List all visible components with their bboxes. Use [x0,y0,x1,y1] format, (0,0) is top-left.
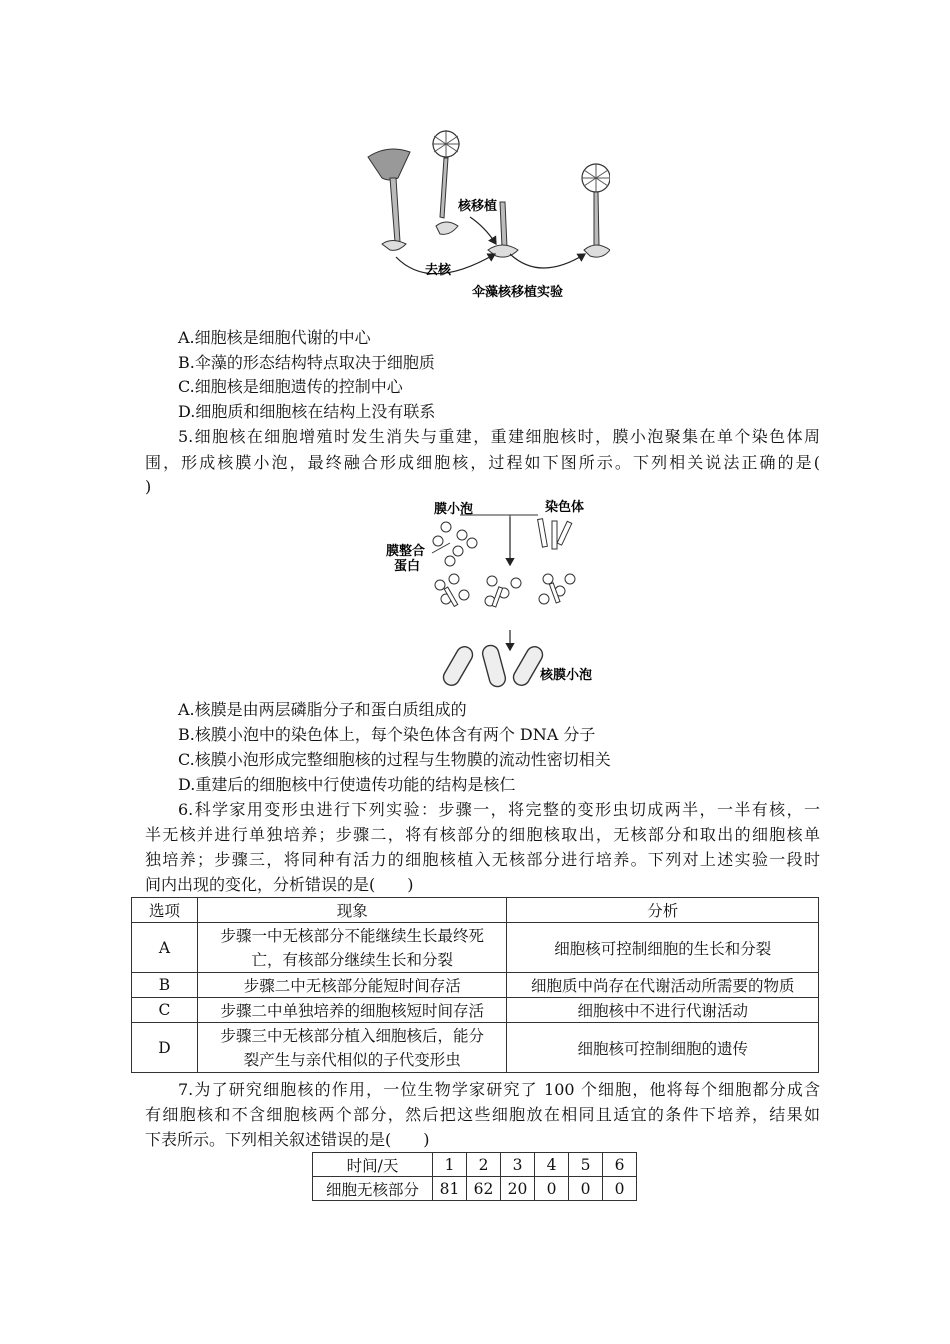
label-protein-1: 膜整合 [386,544,426,559]
table-row [132,998,819,1023]
acetabularia-figure [360,122,610,302]
label-enucleate: 去核 [425,263,452,278]
phenomenon-line: 步骤三中无核部分植入细胞核后，能分 [220,1026,484,1045]
q5-stem-line-3: ) [145,477,152,496]
value-cell: 81 [433,1177,467,1201]
q6-stem-line-2: 半无核并进行单独培养；步骤二，将有核部分的细胞核取出，无核部分和取出的细胞核单 [145,825,820,844]
q7-stem-line-1: 7.为了研究细胞核的作用，一位生物学家研究了 100 个细胞，他将每个细胞都分成含 [178,1080,820,1099]
q5-stem-line-1: 5.细胞核在细胞增殖时发生消失与重建，重建细胞核时，膜小泡聚集在单个染色体周 [178,427,820,446]
q5-option-a: A.核膜是由两层磷脂分子和蛋白质组成的 [178,700,467,719]
day-cell: 3 [501,1153,535,1177]
header-option: 选项 [132,898,198,923]
value-cell: 0 [535,1177,569,1201]
q4-option-c: C.细胞核是细胞遗传的控制中心 [178,377,403,396]
q5-option-c: C.核膜小泡形成完整细胞核的过程与生物膜的流动性密切相关 [178,750,611,769]
label-nuclear-vesicle: 核膜小泡 [540,668,593,683]
value-cell: 62 [467,1177,501,1201]
nuclear-envelope-figure [380,495,610,695]
table-row [132,923,819,973]
table-row [132,1023,819,1073]
q6-stem-line-3: 独培养；步骤三，将同种有活力的细胞核植入无核部分进行培养。下列对上述实验一段时 [145,850,820,869]
row-phenomenon [197,923,507,973]
table-header-row [132,898,819,923]
row-option: A [132,923,198,973]
row-analysis: 细胞质中尚存在代谢活动所需要的物质 [507,973,819,998]
q5-stem-line-2: 围，形成核膜小泡，最终融合形成细胞核，过程如下图所示。下列相关说法正确的是( [145,453,820,472]
q6-table [131,897,819,1073]
q4-option-b: B.伞藻的形态结构特点取决于细胞质 [178,353,435,372]
q6-stem-line-1: 6.科学家用变形虫进行下列实验：步骤一，将完整的变形虫切成两半，一半有核，一 [178,800,820,819]
header-analysis: 分析 [507,898,819,923]
day-cell: 1 [433,1153,467,1177]
row-phenomenon [197,1023,507,1073]
q5-option-d: D.重建后的细胞核中行使遗传功能的结构是核仁 [178,775,516,794]
header-phenomenon: 现象 [197,898,507,923]
q6-stem-line-4: 间内出现的变化，分析错误的是( ) [145,875,414,894]
day-cell: 2 [467,1153,501,1177]
phenomenon-line: 步骤一中无核部分不能继续生长最终死 [220,926,484,945]
row-option: D [132,1023,198,1073]
table-row [132,973,819,998]
alga-left-icon [368,149,410,250]
row-option: B [132,973,198,998]
q4-option-d: D.细胞质和细胞核在结构上没有联系 [178,402,436,421]
value-cell: 0 [569,1177,603,1201]
row-phenomenon: 步骤二中无核部分能短时间存活 [197,973,507,998]
row-label: 细胞无核部分 [313,1177,433,1201]
q7-stem-line-2: 有细胞核和不含细胞核两个部分，然后把这些细胞放在相同且适宜的条件下培养，结果如 [145,1105,820,1124]
phenomenon-line: 亡，有核部分继续生长和分裂 [251,950,453,969]
day-cell: 5 [569,1153,603,1177]
q7-table [312,1152,637,1201]
alga-result-icon [582,164,610,257]
row-analysis: 细胞核中不进行代谢活动 [507,998,819,1023]
row-phenomenon: 步骤二中单独培养的细胞核短时间存活 [197,998,507,1023]
row-analysis: 细胞核可控制细胞的遗传 [507,1023,819,1073]
label-vesicle: 膜小泡 [434,502,474,517]
table-row [313,1177,637,1201]
figure-caption: 伞藻核移植实验 [472,285,564,300]
alga-middle-icon [432,130,460,234]
q5-option-b: B.核膜小泡中的染色体上，每个染色体含有两个 DNA 分子 [178,725,596,744]
table-header-row [313,1153,637,1177]
day-cell: 4 [535,1153,569,1177]
day-cell: 6 [603,1153,637,1177]
value-cell: 0 [603,1177,637,1201]
row-analysis: 细胞核可控制细胞的生长和分裂 [507,923,819,973]
q7-stem-line-3: 下表所示。下列相关叙述错误的是( ) [145,1130,430,1149]
header-time: 时间/天 [313,1153,433,1177]
value-cell: 20 [501,1177,535,1201]
label-protein-2: 蛋白 [394,559,421,574]
row-option: C [132,998,198,1023]
label-transplant: 核移植 [458,199,498,214]
nuclear-vesicle-icon [441,644,546,689]
label-chromosome: 染色体 [545,500,585,515]
q4-option-a: A.细胞核是细胞代谢的中心 [178,328,371,347]
phenomenon-line: 裂产生与亲代相似的子代变形虫 [243,1050,461,1069]
